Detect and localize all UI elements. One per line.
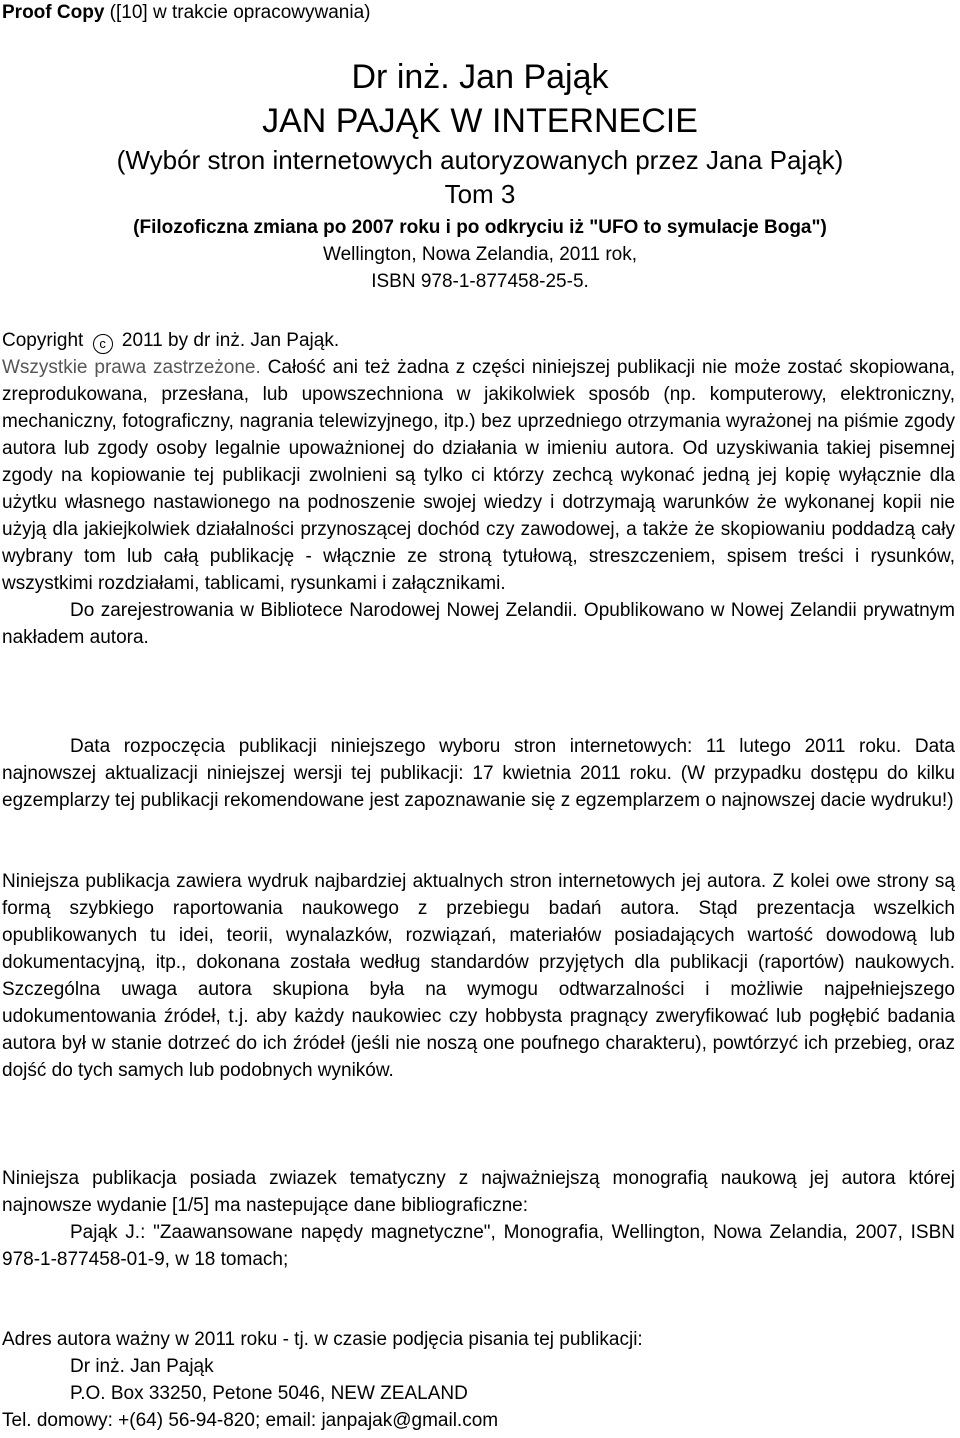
proof-label: Proof Copy [2,2,105,23]
monograph-intro: Niniejsza publikacja posiada zwiazek tematyczny z najważniejszą monografią naukową jej autora której najnowsze wydanie [1/5] ma nastepujące dane bibliograficzne: [2,1168,955,1216]
copyright-section [2,327,955,651]
copyright-prefix: Copyright [2,330,84,351]
rights-text: Całość ani też żadna z części niniejszej publikacji nie może zostać skopiowana, zreprodukowana, przesłana, lub upowszechniona w jakikolwiek sposób (np. komputerowy, elektroniczny, mechaniczny, fotograficzny, nagrania telewizyjnego, itp.) bez uprzedniego otrzymania wyrażonej na piśmie zgody autora lub zgody osoby legalnie upoważnionej do działania w imieniu autora. [2,357,955,459]
volume-title: Tom 3 [444,179,516,209]
proof-note: ([10] w trakcie opracowywania) [104,2,371,23]
publication-place: Wellington, Nowa Zelandia, 2011 rok, [322,244,638,265]
rights-paragraph [2,354,955,597]
subtitle: (Filozoficzna zmiana po 2007 roku i po odkryciu iż "UFO to symulacje Boga") [133,217,827,238]
address-intro: Adres autora ważny w 2011 roku - tj. w czasie podjęcia pisania tej publikacji: [2,1329,643,1350]
isbn: ISBN 978-1-877458-25-5. [371,271,589,292]
content-paragraph: Niniejsza publikacja zawiera wydruk najbardziej aktualnych stron internetowych jej autora. Z kolei owe strony są formą szybkiego raportowania naukowego z przebiegu badań autora. Stąd prezentacja wszelkich opublikowanych tu idei, teorii, wynalazków, rozwiązań, materiałów posiadających wartość dowodową lub dokumentacyjną, itp., dokonana została według standardów przyjętych dla publikacji (raportów) naukowych. Szczególna uwaga autora skupiona była na wymogu odtwarzalności i możliwie najpełniejszego udokumentowania źródeł, t.j. aby każdy naukowiec czy hobbysta pragnący zweryfikować lub pogłębić badania autora był w stanie dotrzeć do ich źródeł (jeśli nie noszą one poufnego charakteru), powtórzyć ich przebieg, oraz dojść do tych samych lub podobnych wyników. [2,871,955,1081]
title-block [0,55,960,295]
address-box: P.O. Box 33250, Petone 5046, NEW ZEALAND [70,1383,468,1404]
address-contact: Tel. domowy: +(64) 56-94-820; email: janpajak@gmail.com [2,1410,499,1431]
main-title: JAN PAJĄK W INTERNECIE [262,102,698,140]
permission-text: Od uzyskiwania takiej pisemnej zgody na kopiowanie tej publikacji zwolnieni są tylko ci którzy zechcą wykonać jedną jej kopię wyłącznie dla użytku własnego nastawionego na podnoszenie swojej wiedzy i dotrzymają warunków że wykonanej kopii nie użyją dla jakiejkolwiek działalności przynoszącej dochód czy zawodowej, a także że skopiowaniu poddadzą cały wybrany tom lub całą publikację - włącznie ze stroną tytułową, streszczeniem, spisem treści i rysunków, wszystkimi rozdziałami, tablicami, rysunkami i załącznikami. [2,438,955,594]
content-section [2,868,955,1084]
author-title: Dr inż. Jan Pająk [351,58,609,96]
copyright-suffix: 2011 by dr inż. Jan Pająk. [121,330,340,351]
rights-reserved: Wszystkie prawa zastrzeżone. [2,357,261,378]
proof-copy-header [2,2,371,24]
selection-title: (Wybór stron internetowych autoryzowanych przez Jana Pająk) [116,145,844,175]
dates-section [2,733,955,814]
dates-paragraph: Data rozpoczęcia publikacji niniejszego wyboru stron internetowych: 11 lutego 2011 roku. Data najnowszej aktualizacji niniejszej wersji tej publikacji: 17 kwietnia 2011 roku. (W przypadku dostępu do kilku egzemplarzy tej publikacji rekomendowane jest zapoznawanie się z egzemplarzem o najnowszej dacie wydruku!) [2,736,955,811]
copyright-line [2,327,955,354]
address-name: Dr inż. Jan Pająk [70,1356,214,1377]
monograph-section [2,1165,955,1273]
copyright-icon: c [93,334,113,354]
address-section [2,1326,955,1434]
registration-paragraph: Do zarejestrowania w Bibliotece Narodowej Nowej Zelandii. Opublikowano w Nowej Zelandii prywatnym nakładem autora. [2,600,955,648]
monograph-reference: Pająk J.: "Zaawansowane napędy magnetyczne", Monografia, Wellington, Nowa Zelandia, 2007, ISBN 978-1-877458-01-9, w 18 tomach; [2,1222,955,1270]
